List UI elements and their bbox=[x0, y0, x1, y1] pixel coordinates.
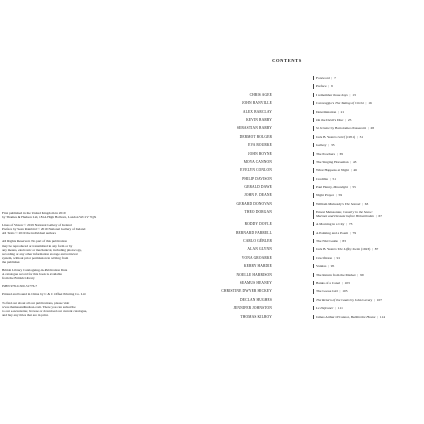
toc-title-part: (1923) bbox=[360, 247, 371, 252]
imprint-block bbox=[2, 268, 122, 280]
toc-entry[interactable] bbox=[244, 193, 424, 201]
toc-author: MOYA CANNON bbox=[243, 159, 272, 164]
toc-title bbox=[313, 306, 424, 310]
toc-page-number: 28 bbox=[370, 126, 374, 131]
toc-separator: | bbox=[334, 193, 338, 198]
toc-title-part: Credible bbox=[316, 176, 329, 181]
toc-separator: | bbox=[348, 92, 352, 97]
toc-separator: | bbox=[345, 222, 348, 227]
toc-page-number: 95 bbox=[330, 264, 335, 269]
toc-entry[interactable] bbox=[239, 134, 424, 143]
toc-page-number: 114 bbox=[379, 314, 385, 319]
toc-separator: | bbox=[373, 297, 376, 302]
toc-author: THEO DORGAN bbox=[244, 210, 272, 215]
imprint-line: may be reproduced or transmitted in any form or by bbox=[2, 243, 73, 248]
toc-separator: | bbox=[338, 239, 342, 244]
toc-title bbox=[313, 289, 424, 293]
toc-page-number: 39 bbox=[339, 151, 343, 156]
toc-title bbox=[313, 202, 424, 206]
table-of-contents bbox=[221, 76, 424, 323]
toc-title-part: I remember those days bbox=[316, 92, 348, 97]
imprint-block bbox=[2, 223, 122, 235]
imprint-line: A catalogue record for this book is available bbox=[2, 272, 62, 277]
toc-separator: | bbox=[327, 143, 330, 148]
toc-author: NOELLE HARRISON bbox=[236, 272, 272, 277]
toc-author: DECLAN HUGHES bbox=[240, 297, 272, 302]
imprint-line: All Texts © 2019 the individual authors bbox=[2, 231, 56, 236]
toc-title bbox=[313, 84, 424, 88]
toc-title-part: St Jerome bbox=[316, 126, 330, 131]
toc-title bbox=[313, 76, 424, 80]
toc-title-part: The Liffey Swim bbox=[337, 247, 361, 252]
toc-entry[interactable] bbox=[244, 222, 424, 230]
toc-title bbox=[313, 185, 424, 189]
toc-entry[interactable] bbox=[247, 247, 424, 255]
toc-title bbox=[313, 222, 424, 226]
toc-title-part: Night Prayer bbox=[316, 193, 334, 198]
toc-separator: | bbox=[349, 230, 352, 235]
imprint-line: system, without prior permission in writing from bbox=[2, 255, 69, 260]
imprint-line: from the British Library bbox=[2, 276, 35, 281]
toc-page-number: 59 bbox=[338, 193, 342, 198]
toc-author: GERARD DONOVAN bbox=[236, 201, 272, 206]
imprint-block bbox=[2, 301, 122, 317]
toc-author: EVA BOURKE bbox=[248, 143, 272, 148]
toc-page-number: 46 bbox=[353, 168, 357, 173]
toc-title bbox=[313, 143, 424, 147]
toc-page-number: 55 bbox=[352, 185, 356, 190]
imprint-line: All Rights Reserved. No part of this publication bbox=[2, 239, 67, 244]
toc-page-number: 83 bbox=[342, 239, 346, 244]
toc-author: CARLO GÉBLER bbox=[243, 239, 272, 244]
toc-title-part: Gallery bbox=[316, 143, 327, 148]
toc-entry[interactable] bbox=[246, 117, 424, 126]
toc-entry[interactable] bbox=[241, 255, 424, 264]
imprint-block bbox=[2, 284, 122, 288]
toc-title-part: A Painting and a Poem bbox=[316, 230, 349, 235]
toc-title bbox=[313, 110, 424, 114]
toc-separator: | bbox=[356, 272, 360, 277]
toc-title-part: Foreword bbox=[316, 76, 330, 80]
toc-title-part: Determination bbox=[316, 109, 337, 114]
toc-separator: | bbox=[356, 134, 359, 139]
toc-title-part: Caravaggio's bbox=[316, 101, 336, 106]
toc-entry[interactable] bbox=[242, 176, 424, 185]
imprint-block bbox=[2, 211, 122, 219]
toc-separator: | bbox=[349, 168, 353, 173]
toc-title-part: Ernest Meissonier, bbox=[316, 210, 343, 215]
toc-title-part: Banks of a Canal bbox=[316, 280, 341, 285]
toc-title-part: Jack B. Yeats's bbox=[316, 247, 338, 252]
toc-entry[interactable] bbox=[240, 297, 424, 306]
toc-title bbox=[313, 168, 424, 172]
toc-title bbox=[313, 247, 424, 251]
toc-separator: | bbox=[375, 214, 378, 219]
toc-separator: | bbox=[335, 151, 339, 156]
toc-page-number: 51 bbox=[332, 176, 337, 181]
imprint-line: ISBN 978-0-500-51776-7 bbox=[2, 284, 38, 289]
toc-entry[interactable] bbox=[242, 101, 424, 109]
imprint-page bbox=[2, 211, 122, 321]
toc-separator: | bbox=[337, 109, 340, 114]
toc-page-number: 99 bbox=[360, 272, 364, 277]
toc-separator: | bbox=[333, 255, 336, 260]
toc-entry[interactable] bbox=[239, 280, 424, 289]
imprint-block bbox=[2, 292, 122, 296]
toc-author: BERNARD FARRELL bbox=[235, 230, 272, 235]
toc-separator: | bbox=[348, 185, 352, 190]
toc-author: ALAN GLYNN bbox=[247, 247, 272, 252]
toc-author: RODDY DOYLE bbox=[244, 222, 272, 227]
toc-page-number: 105 bbox=[342, 289, 348, 294]
imprint-line: by Thames & Hudson Ltd, 181A High Holborn, London WC1V 7QX bbox=[2, 215, 97, 220]
toc-page-number: 79 bbox=[352, 230, 357, 235]
toc-page-number: 91 bbox=[336, 255, 341, 260]
toc-title bbox=[313, 118, 424, 122]
toc-title-part: The Taking of Christ bbox=[335, 101, 364, 106]
imprint-line: Printed and bound in China by C & C Offset Printing Co. Ltd bbox=[2, 292, 86, 297]
toc-title-part: (1951) bbox=[344, 134, 356, 139]
toc-author: EVELYN CONLON bbox=[240, 168, 272, 173]
toc-title-part: Crucifixion bbox=[316, 255, 333, 260]
toc-author: VONA GROARKE bbox=[241, 255, 272, 260]
toc-title-part: The Sonnet bbox=[344, 201, 361, 206]
toc-author: CHRISTINE DWYER HICKEY bbox=[221, 289, 272, 294]
toc-title-part: The Poachers bbox=[316, 151, 335, 156]
toc-title-part: The Return of the Goats bbox=[316, 297, 350, 302]
toc-author: SEBASTIAN BARRY bbox=[236, 126, 272, 131]
toc-title-part: William Mulready's bbox=[316, 201, 345, 206]
toc-title bbox=[313, 281, 424, 285]
toc-entry[interactable] bbox=[243, 239, 424, 247]
toc-title-part: James Arthur O'Connor, bbox=[316, 314, 351, 319]
toc-author: DERMOT BOLGER bbox=[239, 134, 272, 139]
toc-title bbox=[313, 231, 424, 235]
toc-page-number: 31 bbox=[359, 134, 364, 139]
toc-title-part: The Goose Girl bbox=[316, 289, 338, 294]
toc-entry[interactable] bbox=[242, 109, 424, 118]
toc-title-part: The NGI Guide bbox=[316, 239, 338, 244]
toc-page-number: 103 bbox=[344, 280, 350, 285]
toc-title-part: A Morning in a City bbox=[316, 222, 345, 227]
toc-separator: | bbox=[334, 306, 337, 311]
toc-entry[interactable] bbox=[236, 201, 424, 210]
toc-page-number: 13 bbox=[352, 92, 356, 97]
toc-author: THOMAS KILROY bbox=[240, 314, 272, 319]
toc-separator: | bbox=[364, 101, 368, 106]
toc-page-number: 7 bbox=[334, 76, 336, 80]
toc-title bbox=[313, 152, 424, 156]
toc-author: JOHN BANVILLE bbox=[242, 101, 272, 106]
toc-author: PHILIP DAVISON bbox=[242, 176, 272, 181]
toc-separator: | bbox=[367, 126, 370, 131]
toc-page-number: 87 bbox=[374, 247, 379, 252]
toc-title bbox=[313, 239, 424, 243]
imprint-line: and buy any titles that are in print. bbox=[2, 312, 49, 317]
toc-page-number: 63 bbox=[364, 201, 369, 206]
contents-heading: CONTENTS bbox=[272, 58, 302, 63]
toc-entry[interactable] bbox=[262, 84, 424, 92]
toc-title bbox=[313, 264, 424, 268]
toc-separator: | bbox=[327, 84, 330, 89]
toc-separator: | bbox=[371, 247, 374, 252]
toc-separator: | bbox=[341, 280, 344, 285]
toc-title-part: What Happens at Night bbox=[316, 168, 349, 173]
toc-title bbox=[313, 101, 424, 105]
toc-separator: | bbox=[349, 159, 352, 164]
toc-page-number: 107 bbox=[376, 297, 382, 302]
toc-author: SEAMUS HEANEY bbox=[239, 280, 272, 285]
toc-title-part: The Singing Horseman bbox=[316, 159, 349, 164]
toc-title-part: Le Déjeuner bbox=[316, 306, 334, 311]
toc-title-part: Preface bbox=[316, 84, 327, 89]
toc-page-number: 9 bbox=[330, 84, 333, 89]
imprint-line: www.thamesandhudson.com. There you can subscribe bbox=[2, 304, 76, 309]
toc-entry[interactable] bbox=[240, 314, 424, 323]
toc-title bbox=[313, 126, 424, 130]
toc-entry[interactable] bbox=[248, 143, 424, 151]
imprint-line: to our e-newsletter, browse or download our current catalogue, bbox=[2, 308, 88, 313]
imprint-block bbox=[2, 239, 122, 264]
toc-separator: | bbox=[376, 314, 379, 319]
toc-title-part: On the Devil's Disc bbox=[316, 117, 344, 122]
toc-title bbox=[313, 256, 424, 260]
toc-title bbox=[313, 210, 424, 218]
imprint-line: British Library Cataloguing-in-Publication Data bbox=[2, 268, 68, 273]
toc-entry[interactable] bbox=[249, 92, 424, 101]
imprint-line: the publisher. bbox=[2, 259, 21, 264]
toc-entry[interactable] bbox=[262, 76, 424, 84]
toc-author: JOHN F. DEANE bbox=[244, 193, 272, 198]
toc-page-number: 21 bbox=[340, 109, 345, 114]
toc-page-number: 25 bbox=[347, 117, 352, 122]
toc-title bbox=[313, 193, 424, 197]
toc-author: CHRIS AGEE bbox=[249, 92, 272, 97]
toc-author: GERALD DAWE bbox=[244, 185, 272, 190]
imprint-line: To find out about all our publications, please visit bbox=[2, 300, 70, 305]
toc-separator: | bbox=[338, 289, 342, 294]
toc-title bbox=[313, 135, 424, 139]
toc-page-number: 16 bbox=[368, 101, 372, 106]
toc-title bbox=[313, 273, 424, 277]
toc-title-part: Cavalry in the Snow: bbox=[342, 210, 373, 215]
toc-title-part: Jack B. Yeats's bbox=[316, 134, 338, 139]
toc-page-number: 43 bbox=[352, 159, 357, 164]
toc-author: JENNIFER JOHNSTON bbox=[233, 306, 272, 311]
toc-title-part: The Return from the Market bbox=[316, 272, 356, 277]
toc-title-part: by Bartolomeo Passerotti bbox=[329, 126, 367, 131]
toc-title-part: Vanitas bbox=[316, 264, 327, 269]
imprint-line: Preface by Sean Rainbird © 2019 National Gallery of Ireland bbox=[2, 227, 86, 232]
toc-title-part: by John Lavery bbox=[349, 297, 373, 302]
imprint-line: First published in the United Kingdom in 2019 bbox=[2, 211, 66, 215]
toc-separator: | bbox=[329, 176, 332, 181]
toc-title-part: Paul Henry, bbox=[316, 185, 334, 190]
toc-entry[interactable] bbox=[243, 264, 424, 272]
toc-title-part: Marmot and Dessaix before Hohenlinden bbox=[316, 214, 374, 219]
toc-page-number: 35 bbox=[330, 143, 335, 148]
toc-title bbox=[313, 93, 424, 97]
toc-author: KERRY HARDIE bbox=[243, 264, 272, 269]
toc-page-number: 111 bbox=[337, 306, 343, 311]
toc-author: KEVIN BARRY bbox=[246, 117, 272, 122]
toc-separator: | bbox=[344, 117, 347, 122]
toc-title bbox=[313, 160, 424, 164]
imprint-line: recording or any other information storage and retrieval bbox=[2, 251, 78, 256]
toc-title bbox=[313, 298, 424, 302]
toc-title-part: Grief bbox=[337, 134, 345, 139]
toc-entry[interactable] bbox=[236, 272, 424, 281]
imprint-line: Lines of Vision © 2019 National Gallery of Ireland bbox=[2, 223, 72, 228]
toc-entry[interactable] bbox=[235, 230, 424, 239]
toc-title-part: Moonlight bbox=[333, 185, 348, 190]
toc-page-number: 67 bbox=[378, 214, 382, 219]
toc-title bbox=[313, 177, 424, 181]
imprint-line: any means, electronic or mechanical, including photocopy, bbox=[2, 247, 82, 252]
toc-page-number: 73 bbox=[348, 222, 353, 227]
toc-title-part: Ballinrobe House bbox=[350, 314, 376, 319]
toc-separator: | bbox=[327, 264, 330, 269]
toc-entry[interactable] bbox=[243, 159, 424, 168]
toc-entry[interactable] bbox=[248, 151, 424, 160]
toc-entry[interactable] bbox=[244, 185, 424, 193]
toc-author: JOHN BOYNE bbox=[248, 151, 272, 156]
toc-entry[interactable] bbox=[233, 306, 424, 314]
toc-title bbox=[313, 315, 424, 319]
toc-author: ALEX BARCLAY bbox=[242, 109, 272, 114]
toc-entry[interactable] bbox=[240, 168, 424, 176]
toc-separator: | bbox=[330, 76, 334, 80]
toc-entry[interactable] bbox=[221, 289, 424, 297]
toc-entry[interactable] bbox=[236, 126, 424, 134]
toc-separator: | bbox=[361, 201, 364, 206]
toc-entry[interactable] bbox=[244, 210, 424, 222]
